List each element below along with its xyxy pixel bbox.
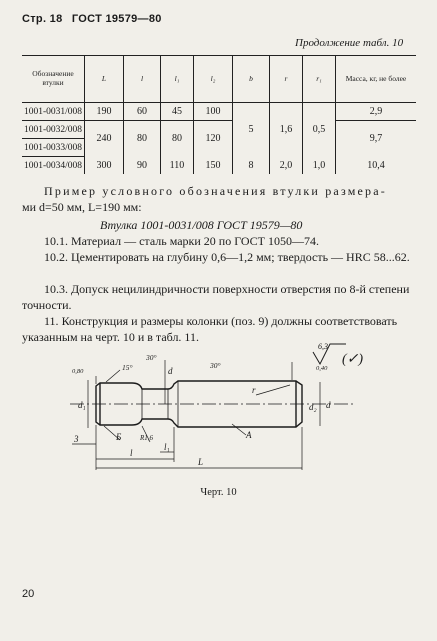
col-header-mass: Масса, кг, не более bbox=[336, 56, 417, 103]
roughness-check: (✓) bbox=[342, 352, 364, 367]
item-text: Допуск нецилиндричности поверхности отверстия по 8-й степени точности. bbox=[22, 282, 410, 312]
label-d1: d₁ bbox=[78, 400, 86, 410]
label-L: L bbox=[198, 457, 204, 467]
label-angle-left: 15° bbox=[122, 363, 133, 372]
item-10-2 bbox=[22, 249, 417, 265]
cell-code: 1001-0031/008 bbox=[22, 103, 85, 121]
example-line-1: Пример условного обозначения втулки размера- bbox=[44, 184, 387, 198]
cell-r1-merged: 0,5 bbox=[303, 103, 336, 157]
cell-r: 2,0 bbox=[270, 157, 303, 175]
cell-l2: 100 bbox=[194, 103, 233, 121]
label-ra: R1,6 bbox=[140, 434, 154, 442]
cell-l2: 150 bbox=[194, 157, 233, 175]
cell-L: 190 bbox=[85, 103, 124, 121]
label-r: r bbox=[252, 385, 256, 395]
cell-code: 1001-0032/008 bbox=[22, 121, 85, 139]
item-number: 10.2. bbox=[44, 250, 68, 264]
cell-r-merged: 1,6 bbox=[270, 103, 303, 157]
cell-l: 90 bbox=[124, 157, 161, 175]
item-text: Цементировать на глубину 0,6—1,2 мм; твердость — HRC 58...62. bbox=[71, 250, 410, 264]
col-header-l1: l₁ bbox=[161, 56, 194, 103]
cell-l1: 110 bbox=[161, 157, 194, 175]
standard-code: ГОСТ 19579—80 bbox=[71, 13, 162, 25]
col-header-l: l bbox=[124, 56, 161, 103]
table-continuation-note: Продолжение табл. 10 bbox=[295, 37, 404, 49]
cell-code: 1001-0033/008 bbox=[22, 139, 85, 157]
technical-drawing bbox=[0, 340, 437, 485]
table-row bbox=[22, 121, 416, 139]
item-number: 10.3. bbox=[44, 282, 68, 296]
cell-mass: 10,4 bbox=[336, 157, 417, 175]
cell-l2: 120 bbox=[194, 121, 233, 157]
label-d-right: d bbox=[326, 400, 331, 410]
table-header-row bbox=[22, 56, 416, 103]
col-header-l2: l₂ bbox=[194, 56, 233, 103]
col-header-code: Обозначение втулки bbox=[22, 56, 85, 103]
label-l1: l₁ bbox=[164, 442, 170, 452]
dimension-lines bbox=[72, 360, 320, 470]
item-10-3 bbox=[22, 281, 417, 313]
cell-l1: 45 bbox=[161, 103, 194, 121]
label-d-neck: d bbox=[168, 366, 173, 376]
cell-code: 1001-0034/008 bbox=[24, 160, 83, 171]
label-three: 3 bbox=[74, 434, 79, 444]
dimensions-table bbox=[22, 55, 416, 174]
cell-l1: 80 bbox=[161, 121, 194, 157]
cell-L: 300 bbox=[85, 157, 124, 175]
table-row bbox=[22, 103, 416, 121]
cell-r1: 1,0 bbox=[303, 157, 336, 175]
label-angle-right: 30° bbox=[210, 361, 221, 370]
example-text-2: ми d=50 мм, L=190 мм: bbox=[22, 200, 142, 214]
item-text: Конструкция и размеры колонки (поз. 9) должны соответствовать указанным на черт. 10 и в табл. 11. bbox=[22, 314, 398, 344]
cell-b: 8 bbox=[233, 157, 270, 175]
roughness-value: 6,3 bbox=[318, 342, 328, 351]
item-number: 11. bbox=[44, 314, 59, 328]
label-B: Б bbox=[116, 432, 122, 442]
page-header bbox=[22, 13, 168, 25]
roughness-symbol bbox=[313, 342, 363, 367]
cell-L: 240 bbox=[85, 121, 124, 157]
col-header-L: L bbox=[85, 56, 124, 103]
item-number: 10.1. bbox=[44, 234, 68, 248]
col-header-b: b bbox=[233, 56, 270, 103]
col-header-r: r bbox=[270, 56, 303, 103]
item-text: Материал — сталь марки 20 по ГОСТ 1050—74. bbox=[71, 234, 320, 248]
figure-caption: Черт. 10 bbox=[200, 487, 237, 498]
example-designation: Втулка 1001-0031/008 ГОСТ 19579—80 bbox=[100, 218, 303, 232]
cell-mass: 9,7 bbox=[336, 121, 417, 157]
label-tol-right: 0,40 bbox=[316, 365, 328, 372]
example-text bbox=[22, 183, 417, 199]
label-angle-neck: 30° bbox=[146, 353, 157, 362]
label-l: l bbox=[130, 448, 133, 458]
page-label: Стр. 18 bbox=[22, 13, 63, 25]
label-d2: d₂ bbox=[309, 402, 317, 412]
col-header-r1: r₁ bbox=[303, 56, 336, 103]
label-A: А bbox=[246, 430, 252, 440]
cell-l: 80 bbox=[124, 121, 161, 157]
cell-l: 60 bbox=[124, 103, 161, 121]
item-10-1 bbox=[22, 233, 417, 249]
label-chamfer-left: 0,80 bbox=[72, 368, 84, 375]
page-number: 20 bbox=[22, 588, 35, 600]
table-row bbox=[22, 157, 416, 175]
cell-mass: 2,9 bbox=[336, 103, 417, 121]
cell-b-merged: 5 bbox=[233, 103, 270, 157]
